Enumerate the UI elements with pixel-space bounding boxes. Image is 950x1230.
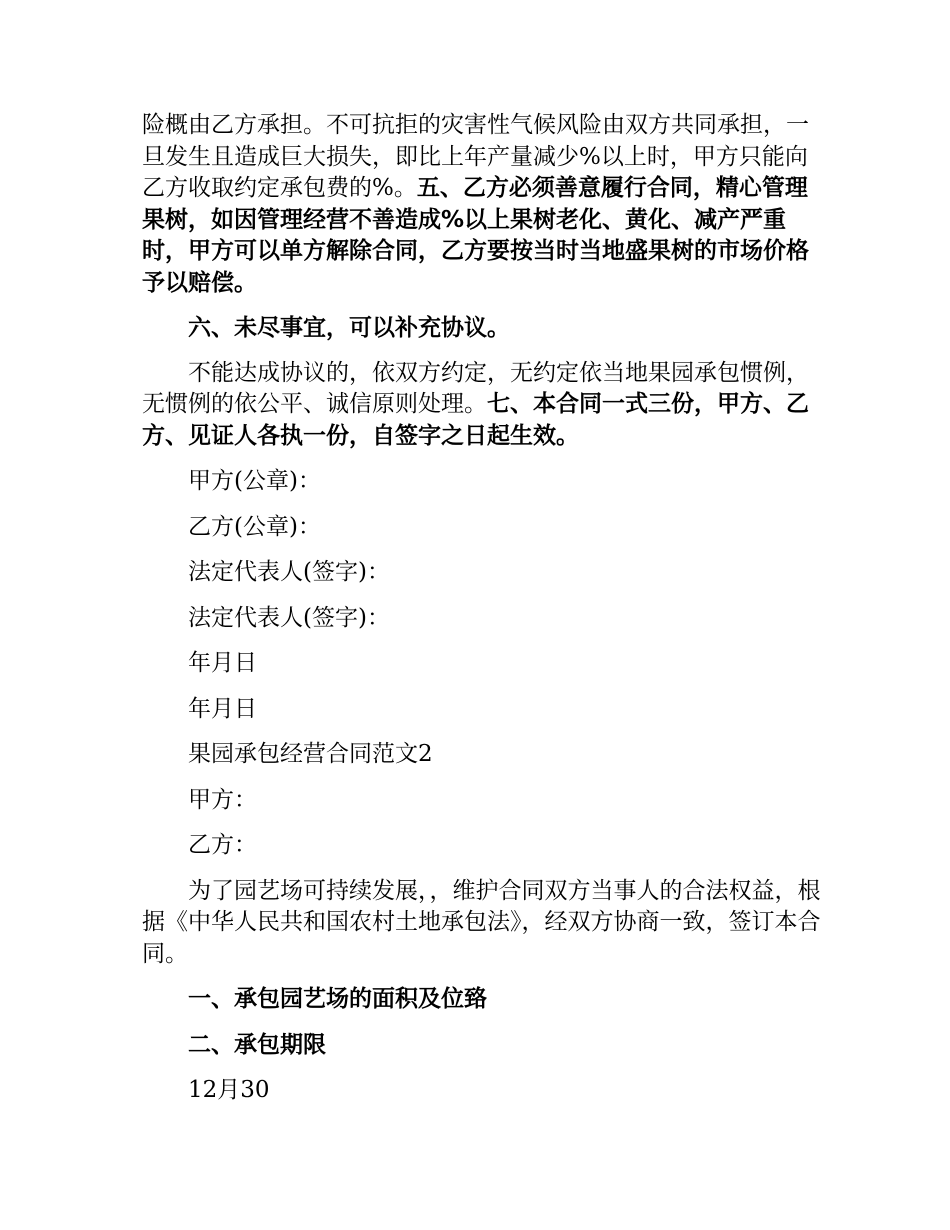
legal-rep-line-2: 法定代表人(签字)： <box>188 604 390 631</box>
party-a-seal-line: 甲方(公章)： <box>188 468 321 494</box>
date-line-1: 年月日 <box>188 650 257 676</box>
party-b-line: 乙方： <box>188 832 257 858</box>
document-page <box>142 110 822 1107</box>
risk-clause-text: 险概由乙方承担。不可抗拒的灾害性气候风险由双方共同承担，一旦发生且造成巨大损失，即比上年产量减少%以上时，甲方只能向乙方收取约定承包费的%。 <box>142 112 809 201</box>
term-fragment: 12月30 <box>188 1077 270 1103</box>
party-b-seal-line: 乙方(公章)： <box>188 513 321 540</box>
party-a-line: 甲方： <box>188 786 257 813</box>
legal-rep-line-1: 法定代表人(签字)： <box>188 559 390 585</box>
section-heading-term: 二、承包期限 <box>188 1031 326 1058</box>
section-heading-area: 一、承包园艺场的面积及位臵 <box>188 986 487 1012</box>
clause-seven-text: 七、本合同一式三份，甲方、乙方、见证人各执一份，自签字之日起生效。 <box>142 391 809 449</box>
clause-six: 六、未尽事宜，可以补充协议。 <box>188 315 510 341</box>
clause-five-text: 五、乙方必须善意履行合同，精心管理果树，如因管理经营不善造成%以上果树老化、黄化、减产严重时，甲方可以单方解除合同，乙方要按当时当地盛果树的市场价格予以赔偿。 <box>142 175 809 296</box>
date-line-2: 年月日 <box>188 695 257 722</box>
dispute-clause-text: 不能达成协议的，依双方约定，无约定依当地果园承包惯例，无惯例的依公平、诚信原则处理。 <box>142 359 809 417</box>
paragraph-dispute-clause <box>142 358 822 453</box>
contract-title-2: 果园承包经营合同范文2 <box>188 741 433 767</box>
preamble-paragraph: 为了园艺场可持续发展，，维护合同双方当事人的合法权益，根据《中华人民共和国农村土地承包法》，经双方协商一致，签订本合同。 <box>142 877 821 967</box>
paragraph-risk-clause <box>142 110 822 299</box>
